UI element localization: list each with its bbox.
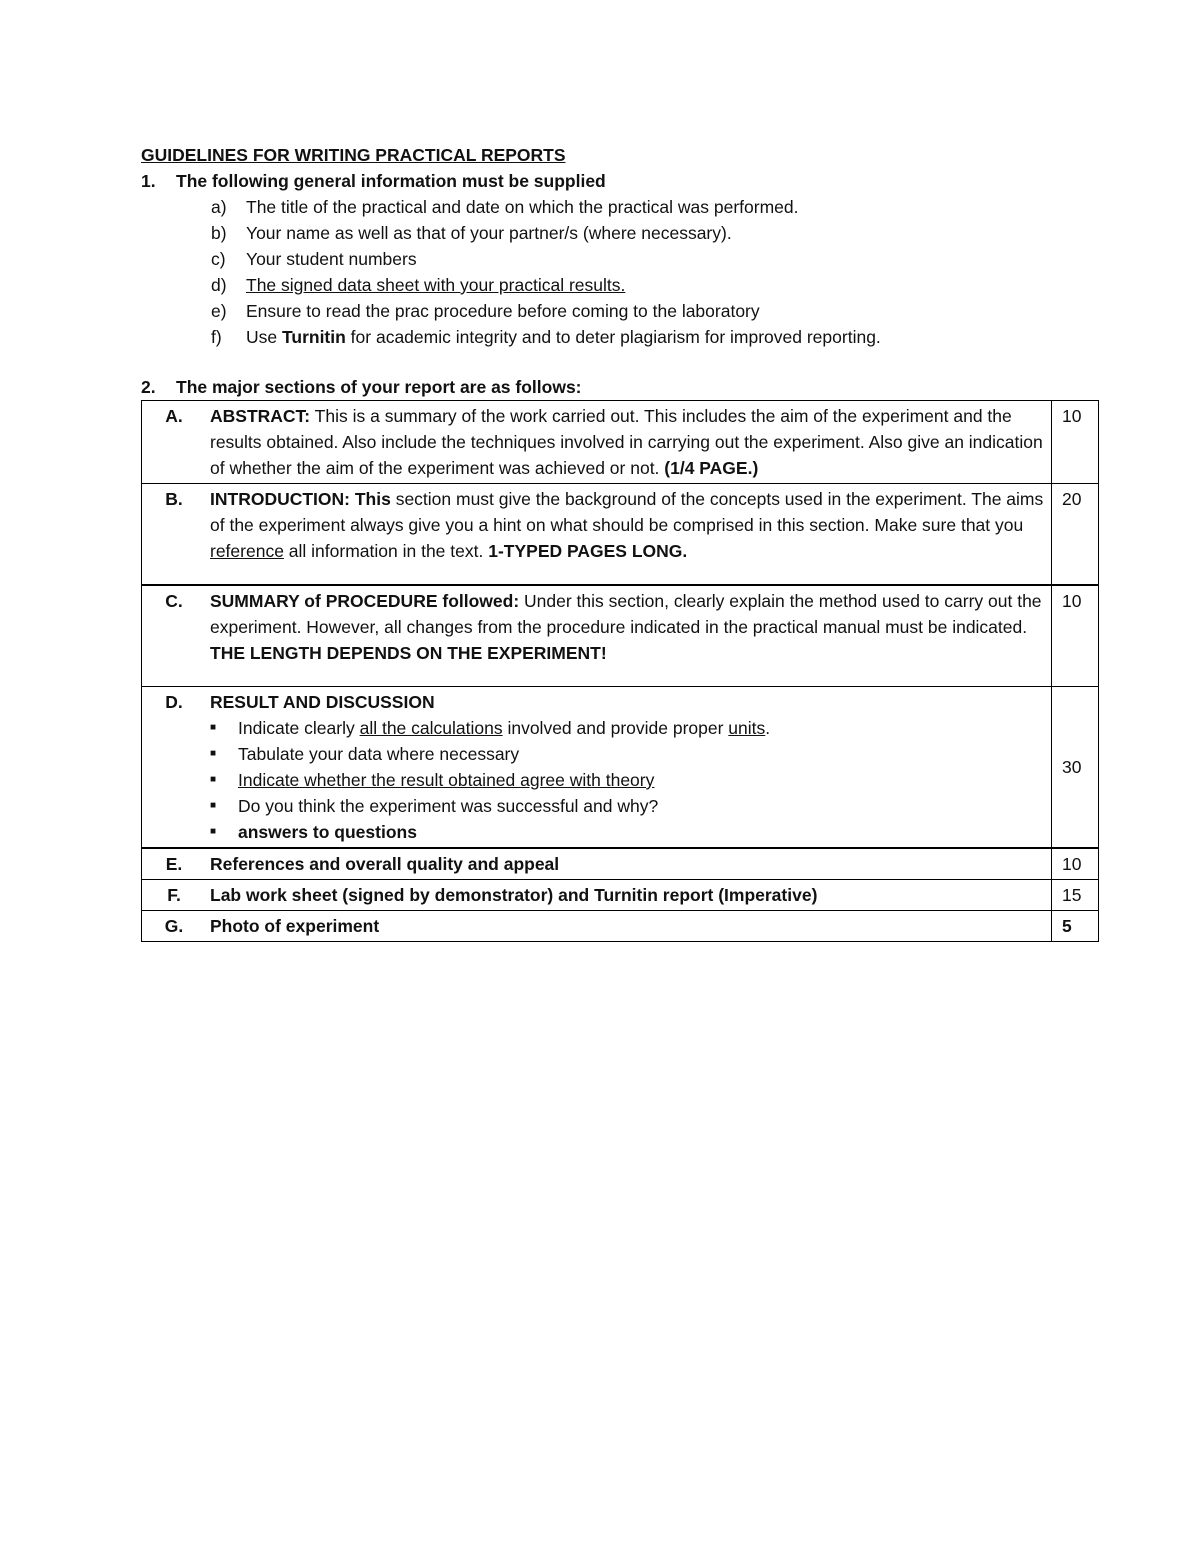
list-item: ■ Indicate whether the result obtained agree with theory <box>210 770 655 790</box>
list-item: f) Use Turnitin for academic integrity and to deter plagiarism for improved reporting. <box>211 327 881 347</box>
report-sections-table <box>141 400 1099 942</box>
marks-cell: 10 <box>1052 585 1099 687</box>
discussion-bullets <box>210 715 1045 845</box>
marks-cell: 10 <box>1052 401 1099 484</box>
section-2-number: 2. <box>141 377 156 397</box>
table-row: B. INTRODUCTION: This section must give the background of the concepts used in the experiment. The aims of the experiment always give you a hint on what should be comprised in this section. Make sure that you reference all information in the text. 1-TYPED PAGES LONG. 20 <box>142 484 1099 586</box>
table-row: E. References and overall quality and appeal 10 <box>142 848 1099 880</box>
marks-cell: 15 <box>1052 880 1099 911</box>
marks-cell: 10 <box>1052 848 1099 880</box>
table-row: G. Photo of experiment 5 <box>142 911 1099 942</box>
document-title: GUIDELINES FOR WRITING PRACTICAL REPORTS <box>141 145 566 165</box>
info-list <box>141 194 1099 350</box>
table-row: D. RESULT AND DISCUSSION ■ Indicate clearly all the calculations involved and provide proper units. ■ Tabulate your data where necessary ■ Indicate whether the result obtained agree with theory ■ Do you think the experiment was successful and why? ■ answers to questions 30 <box>142 687 1099 849</box>
document-body <box>141 142 1099 942</box>
list-item: ■ Tabulate your data where necessary <box>210 744 520 764</box>
marks-cell: 30 <box>1052 687 1099 849</box>
table-row: C. SUMMARY of PROCEDURE followed: Under this section, clearly explain the method used to carry out the experiment. However, all changes from the procedure indicated in the practical manual must be indicated. THE LENGTH DEPENDS ON THE EXPERIMENT! 10 <box>142 585 1099 687</box>
list-item: ■ Indicate clearly all the calculations involved and provide proper units. <box>210 718 771 738</box>
section-1-number: 1. <box>141 171 156 191</box>
list-item: ■ answers to questions <box>210 822 417 842</box>
section-1-heading <box>141 168 1099 194</box>
list-item: d) The signed data sheet with your practical results. <box>211 275 626 295</box>
list-item: e) Ensure to read the prac procedure before coming to the laboratory <box>211 301 760 321</box>
marks-cell: 20 <box>1052 484 1099 586</box>
list-item: a) The title of the practical and date on which the practical was performed. <box>211 197 799 217</box>
list-item: ■ Do you think the experiment was successful and why? <box>210 796 659 816</box>
table-row: F. Lab work sheet (signed by demonstrator) and Turnitin report (Imperative) 15 <box>142 880 1099 911</box>
table-row: A. ABSTRACT: This is a summary of the work carried out. This includes the aim of the experiment and the results obtained. Also include the techniques involved in carrying out the experiment. Also give an indication of whether the aim of the experiment was achieved or not. (1/4 PAGE.) 10 <box>142 401 1099 484</box>
marks-cell: 5 <box>1052 911 1099 942</box>
section-1-heading-text: The following general information must be supplied <box>176 171 606 191</box>
list-item: c) Your student numbers <box>211 249 417 269</box>
section-2-heading-text: The major sections of your report are as follows: <box>176 377 582 397</box>
list-item: b) Your name as well as that of your partner/s (where necessary). <box>211 223 732 243</box>
section-2-heading <box>141 374 1099 400</box>
